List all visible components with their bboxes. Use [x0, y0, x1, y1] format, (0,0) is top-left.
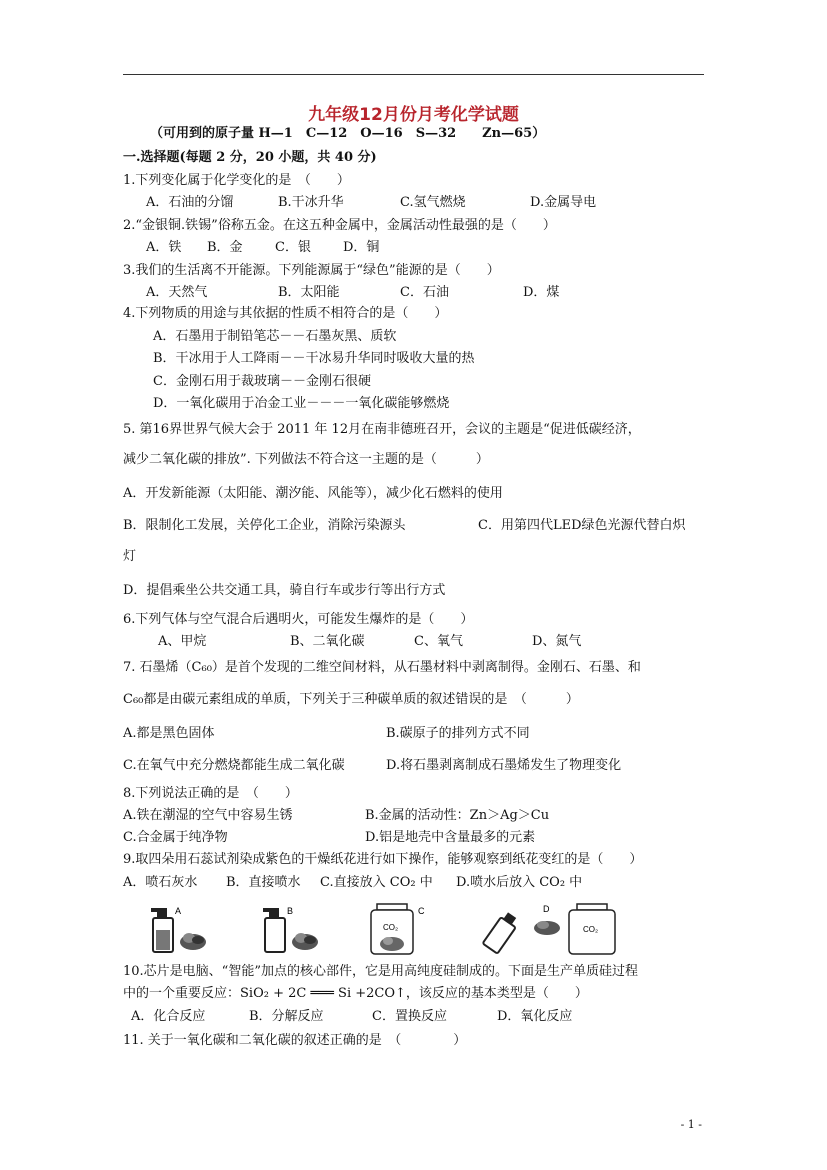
- q9-option-c: C.直接放入 CO₂ 中: [320, 875, 433, 890]
- spray-bottle-d-icon: [483, 911, 521, 954]
- q8-option-b: B.金属的活动性：Zn＞Ag＞Cu: [365, 808, 550, 823]
- paper-flower-d-icon: [534, 921, 560, 935]
- q1-option-b: B.干冰升华: [278, 195, 344, 210]
- q2-option-c: C．银: [275, 240, 311, 255]
- figure-label-d: D: [543, 904, 550, 914]
- q8-option-d: D.铝是地壳中含量最多的元素: [365, 830, 536, 845]
- q1-option-d: D.金属导电: [530, 195, 597, 210]
- page-number: - 1 -: [680, 1118, 702, 1131]
- atomic-mass-note: （可用到的原子量 H—1 C—12 O—16 S—32 Zn—65）: [150, 126, 546, 141]
- q5-option-c-wrap: 灯: [123, 549, 137, 564]
- q5-stem-line1: 5. 第16界世界气候大会于 2011 年 12月在南非德班召开，会议的主题是“促进低碳经济，: [123, 422, 641, 437]
- figure-co2-c: CO₂: [383, 923, 399, 932]
- q9-option-d: D.喷水后放入 CO₂ 中: [456, 875, 583, 890]
- q1-option-c: C.氢气燃烧: [400, 195, 466, 210]
- q11-stem: 11. 关于一氧化碳和二氧化碳的叙述正确的是 （ ）: [123, 1033, 467, 1048]
- spray-bottle-a-icon: [151, 908, 173, 952]
- q7-stem-line2: C₆₀都是由碳元素组成的单质，下列关于三种碳单质的叙述错误的是 （ ）: [123, 692, 579, 707]
- q6-stem: 6.下列气体与空气混合后遇明火，可能发生爆炸的是（ ）: [123, 612, 474, 627]
- q10-option-d: D．氧化反应: [497, 1009, 573, 1024]
- q6-option-c: C、氧气: [414, 634, 463, 649]
- q7-stem-line1: 7. 石墨烯（C₆₀）是首个发现的二维空间材料，从石墨材料中剥离制得。金刚石、石墨、和: [123, 660, 641, 675]
- paper-flower-b-icon: [292, 933, 318, 950]
- q2-option-a: A．铁: [146, 240, 182, 255]
- figure-label-b: B: [287, 906, 294, 916]
- q10-stem-line1: 10.芯片是电脑、“智能”加点的核心部件，它是用高纯度硅制成的。下面是生产单质硅过程: [123, 964, 638, 979]
- q7-option-a: A.都是黑色固体: [123, 726, 215, 741]
- q7-option-b: B.碳原子的排列方式不同: [386, 726, 530, 741]
- q8-option-a: A.铁在潮湿的空气中容易生锈: [123, 808, 293, 823]
- q10-stem-line2: 中的一个重要反应：SiO₂ + 2C ═══ Si +2CO↑，该反应的基本类型是（ ）: [123, 986, 588, 1001]
- q6-option-b: B、二氧化碳: [290, 634, 365, 649]
- q6-option-d: D、氮气: [532, 634, 582, 649]
- q4-option-c: C．金刚石用于裁玻璃－－金刚石很硬: [153, 374, 371, 389]
- q7-option-c: C.在氧气中充分燃烧都能生成二氧化碳: [123, 758, 345, 773]
- q4-option-b: B．干冰用于人工降雨－－干冰易升华同时吸收大量的热: [153, 351, 475, 366]
- header-rule: [123, 74, 704, 75]
- section-heading: 一.选择题(每题 2 分，20 小题，共 40 分): [123, 150, 377, 165]
- q7-option-d: D.将石墨剥离制成石墨烯发生了物理变化: [386, 758, 622, 773]
- figure-label-c: C: [418, 906, 425, 916]
- q1-stem: 1.下列变化属于化学变化的是 （ ）: [123, 173, 350, 188]
- q8-stem: 8.下列说法正确的是 （ ）: [123, 786, 298, 801]
- q2-option-b: B．金: [207, 240, 243, 255]
- spray-bottle-b-icon: [263, 908, 285, 952]
- page-title: 九年级12月份月考化学试题: [308, 105, 519, 125]
- q10-option-a: A．化合反应: [131, 1009, 206, 1024]
- q9-experiment-figure: [145, 900, 645, 958]
- figure-co2-d: CO₂: [583, 925, 599, 934]
- q10-option-c: C．置换反应: [372, 1009, 447, 1024]
- q3-option-a: A．天然气: [146, 285, 208, 300]
- q4-option-a: A．石墨用于制铅笔芯－－石墨灰黑、质软: [153, 329, 397, 344]
- q4-option-d: D．一氧化碳用于冶金工业－－－一氧化碳能够燃烧: [153, 396, 450, 411]
- q4-stem: 4.下列物质的用途与其依据的性质不相符合的是（ ）: [123, 306, 448, 321]
- paper-flower-a-icon: [180, 933, 206, 950]
- q3-option-b: B．太阳能: [278, 285, 340, 300]
- q5-option-b: B．限制化工发展，关停化工企业，消除污染源头: [123, 518, 406, 533]
- q3-stem: 3.我们的生活离不开能源。下列能源属于“绿色”能源的是（ ）: [123, 263, 500, 278]
- q9-option-a: A．喷石灰水: [123, 875, 198, 890]
- q2-stem: 2.“金银铜.铁锡”俗称五金。在这五种金属中，金属活动性最强的是（ ）: [123, 218, 556, 233]
- q5-option-d: D．提倡乘坐公共交通工具，骑自行车或步行等出行方式: [123, 583, 446, 598]
- q5-option-a: A．开发新能源（太阳能、潮汐能、风能等），减少化石燃料的使用: [123, 486, 503, 501]
- q2-option-d: D．铜: [343, 240, 380, 255]
- q3-option-c: C．石油: [400, 285, 449, 300]
- q5-option-c: C．用第四代LED绿色光源代替白炽: [478, 518, 686, 533]
- q8-option-c: C.合金属于纯净物: [123, 830, 228, 845]
- q3-option-d: D．煤: [523, 285, 560, 300]
- q5-stem-line2: 减少二氧化碳的排放”. 下列做法不符合这一主题的是（ ）: [123, 452, 489, 467]
- q10-option-b: B．分解反应: [249, 1009, 324, 1024]
- q6-option-a: A、甲烷: [158, 634, 207, 649]
- figure-label-a: A: [175, 906, 182, 916]
- q9-stem: 9.取四朵用石蕊试剂染成紫色的干燥纸花进行如下操作，能够观察到纸花变红的是（ ）: [123, 852, 643, 867]
- q1-option-a: A．石油的分馏: [146, 195, 234, 210]
- q9-option-b: B．直接喷水: [226, 875, 301, 890]
